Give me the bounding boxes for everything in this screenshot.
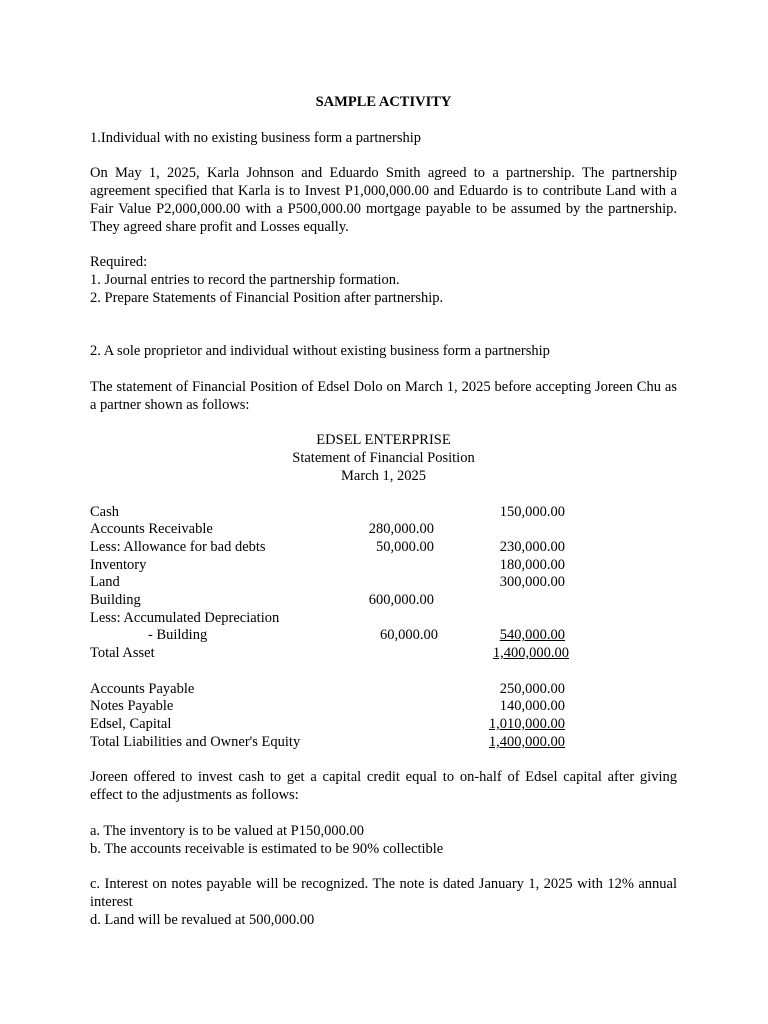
- liability-row: Notes Payable 140,000.00: [90, 698, 565, 715]
- problem1-heading: 1.Individual with no existing business form a partnership: [90, 129, 422, 146]
- asset-row: - Building 60,000.00 540,000.00: [148, 627, 565, 644]
- adjustment-c: c. Interest on notes payable will be recognized. The note is dated January 1, 2025 with 12% annual interest: [90, 876, 677, 910]
- offer-paragraph: Joreen offered to invest cash to get a capital credit equal to on-half of Edsel capital after giving effect to the adjustments as follows:: [90, 769, 677, 804]
- adjustment-b: b. The accounts receivable is estimated to be 90% collectible: [90, 840, 444, 857]
- asset-row: Less: Allowance for bad debts 50,000.00 230,000.00: [90, 538, 565, 555]
- asset-row: Less: Accumulated Depreciation: [90, 609, 280, 626]
- liability-row: Edsel, Capital 1,010,000.00: [90, 716, 565, 733]
- page-title: SAMPLE ACTIVITY: [315, 94, 452, 110]
- asset-row: Land 300,000.00: [90, 574, 565, 591]
- statement-date: March 1, 2025: [341, 467, 426, 484]
- required-item-2: 2. Prepare Statements of Financial Position after partnership.: [90, 289, 444, 306]
- problem2-heading: 2. A sole proprietor and individual without existing business form a partnership: [90, 343, 550, 360]
- liability-row: Accounts Payable 250,000.00: [90, 680, 565, 697]
- asset-row: Cash 150,000.00: [90, 503, 565, 520]
- required-label: Required:: [90, 254, 148, 271]
- asset-total-row: Total Asset 1,400,000.00: [90, 645, 569, 662]
- liability-total-row: Total Liabilities and Owner's Equity 1,400,000.00: [90, 733, 565, 750]
- adjustment-a: a. The inventory is to be valued at P150,000.00: [90, 822, 364, 839]
- problem1-paragraph: On May 1, 2025, Karla Johnson and Eduardo Smith agreed to a partnership. The partnership agreement specified that Karla is to Invest P1,000,000.00 and Eduardo is to contribute Land with a Fair Value P2,000,000.00 with a P500,000.00 mortgage payable to be assumed by the partnership. They agreed share profit and Losses equally.: [90, 165, 677, 235]
- required-item-1: 1. Journal entries to record the partnership formation.: [90, 271, 400, 288]
- document-page: [90, 94, 677, 929]
- asset-row: Accounts Receivable 280,000.00: [90, 521, 434, 538]
- statement-name: Statement of Financial Position: [292, 450, 475, 467]
- statement-company: EDSEL ENTERPRISE: [316, 432, 451, 449]
- asset-row: Building 600,000.00: [90, 591, 434, 608]
- adjustment-d: d. Land will be revalued at 500,000.00: [90, 911, 315, 928]
- asset-row: Inventory 180,000.00: [90, 556, 565, 573]
- assets-section: [90, 504, 677, 663]
- problem2-intro: The statement of Financial Position of Edsel Dolo on March 1, 2025 before accepting Joreen Chu as a partner shown as follows:: [90, 379, 677, 413]
- liabilities-section: [90, 681, 677, 752]
